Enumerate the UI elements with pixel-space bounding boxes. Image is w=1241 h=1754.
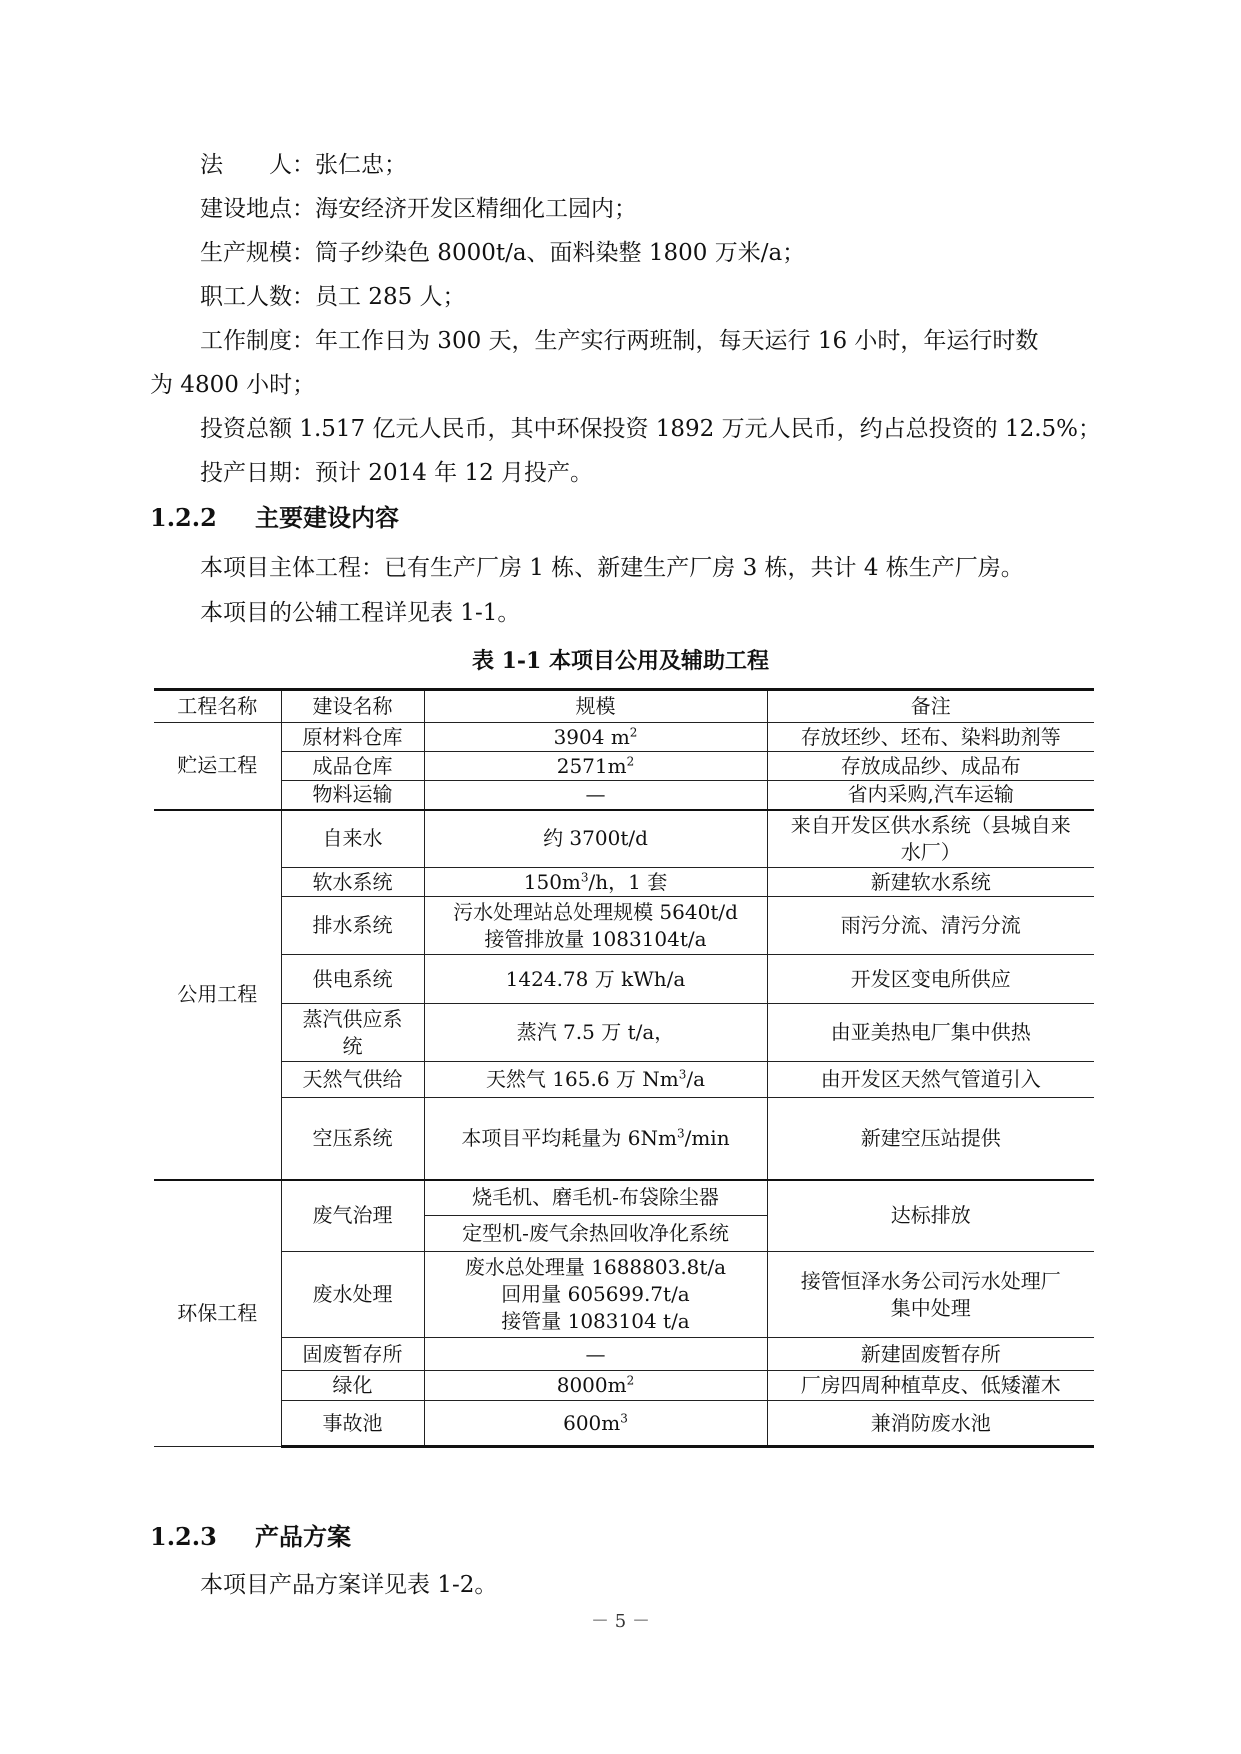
note-cell: 由亚美热电厂集中供热 bbox=[767, 1004, 1094, 1062]
scale-line: 生产规模：筒子纱染色 8000t/a、面料染整 1800 万米/a； bbox=[200, 240, 806, 266]
note-cell: 达标排放 bbox=[767, 1180, 1094, 1252]
scale-cell: 污水处理站总处理规模 5640t/d 接管排放量 1083104t/a bbox=[424, 897, 767, 955]
scale-cell: 本项目平均耗量为 6Nm$^3$/min bbox=[424, 1098, 767, 1180]
start-date-line: 投产日期：预计 2014 年 12 月投产。 bbox=[200, 460, 594, 486]
location-line: 建设地点：海安经济开发区精细化工园内； bbox=[200, 196, 637, 222]
table-row bbox=[154, 1180, 1094, 1216]
table-row bbox=[154, 810, 1094, 868]
staff-line: 职工人数：员工 285 人； bbox=[200, 284, 466, 310]
work-system-line-cont: 为 4800 小时； bbox=[150, 372, 316, 398]
header-cell: 规模 bbox=[424, 690, 767, 723]
table-row bbox=[154, 1371, 1094, 1401]
table-header-row bbox=[154, 690, 1094, 723]
utility-table bbox=[154, 688, 1094, 1448]
header-cell: 工程名称 bbox=[154, 690, 281, 723]
body-paragraph: 本项目产品方案详见表 1-2。 bbox=[200, 1572, 498, 1598]
name-cell: 供电系统 bbox=[281, 955, 424, 1004]
name-cell: 空压系统 bbox=[281, 1098, 424, 1180]
table-row bbox=[154, 1062, 1094, 1098]
note-cell: 雨污分流、清污分流 bbox=[767, 897, 1094, 955]
name-cell: 绿化 bbox=[281, 1371, 424, 1401]
table-row bbox=[154, 897, 1094, 955]
scale-cell: 天然气 165.6 万 Nm$^3$/a bbox=[424, 1062, 767, 1098]
scale-cell: $2571m^2$ bbox=[424, 752, 767, 781]
scale-cell: 约 3700t/d bbox=[424, 810, 767, 868]
name-cell: 蒸汽供应系 统 bbox=[281, 1004, 424, 1062]
table-row bbox=[154, 955, 1094, 1004]
table-row bbox=[154, 868, 1094, 897]
name-cell: 自来水 bbox=[281, 810, 424, 868]
scale-cell: 废水总处理量 1688803.8t/a 回用量 605699.7t/a 接管量 1083104 t/a bbox=[424, 1252, 767, 1338]
scale-cell: 1424.78 万 kWh/a bbox=[424, 955, 767, 1004]
note-cell: 开发区变电所供应 bbox=[767, 955, 1094, 1004]
group-cell: 公用工程 bbox=[154, 810, 281, 1180]
name-cell: 废气治理 bbox=[281, 1180, 424, 1252]
table-row bbox=[154, 1098, 1094, 1180]
table-row bbox=[154, 1401, 1094, 1447]
group-cell: 贮运工程 bbox=[154, 723, 281, 810]
name-cell: 废水处理 bbox=[281, 1252, 424, 1338]
table-row bbox=[154, 781, 1094, 810]
scale-cell: 3904 $m^2$ bbox=[424, 723, 767, 752]
note-cell: 存放成品纱、成品布 bbox=[767, 752, 1094, 781]
scale-cell: 蒸汽 7.5 万 t/a， bbox=[424, 1004, 767, 1062]
table-row bbox=[154, 1252, 1094, 1338]
name-cell: 固废暂存所 bbox=[281, 1338, 424, 1371]
scale-cell: $150m^3/h$，1 套 bbox=[424, 868, 767, 897]
group-cell: 环保工程 bbox=[154, 1180, 281, 1447]
note-cell: 接管恒泽水务公司污水处理厂 集中处理 bbox=[767, 1252, 1094, 1338]
note-cell: 由开发区天然气管道引入 bbox=[767, 1062, 1094, 1098]
note-cell: 来自开发区供水系统（县城自来 水厂） bbox=[767, 810, 1094, 868]
scale-cell: 烧毛机、磨毛机-布袋除尘器 bbox=[424, 1180, 767, 1216]
name-cell: 事故池 bbox=[281, 1401, 424, 1447]
section-number: 1.2.2 bbox=[150, 503, 217, 532]
header-cell: 建设名称 bbox=[281, 690, 424, 723]
note-cell: 新建软水系统 bbox=[767, 868, 1094, 897]
scale-cell: 定型机-废气余热回收净化系统 bbox=[424, 1216, 767, 1252]
note-cell: 新建空压站提供 bbox=[767, 1098, 1094, 1180]
scale-cell: $8000m^2$ bbox=[424, 1371, 767, 1401]
page-number: － 5 － bbox=[591, 1611, 650, 1632]
name-cell: 天然气供给 bbox=[281, 1062, 424, 1098]
section-number: 1.2.3 bbox=[150, 1522, 217, 1551]
investment-line: 投资总额 1.517 亿元人民币，其中环保投资 1892 万元人民币，约占总投资的 12.5%； bbox=[200, 416, 1101, 442]
note-cell: 厂房四周种植草皮、低矮灌木 bbox=[767, 1371, 1094, 1401]
name-cell: 成品仓库 bbox=[281, 752, 424, 781]
section-title: 产品方案 bbox=[255, 1522, 351, 1551]
note-cell: 兼消防废水池 bbox=[767, 1401, 1094, 1447]
table-row bbox=[154, 752, 1094, 781]
note-cell: 新建固废暂存所 bbox=[767, 1338, 1094, 1371]
body-paragraph: 本项目主体工程：已有生产厂房 1 栋、新建生产厂房 3 栋，共计 4 栋生产厂房。 bbox=[200, 555, 1024, 581]
section-title: 主要建设内容 bbox=[255, 503, 399, 532]
table-row bbox=[154, 1004, 1094, 1062]
section-heading-1-2-3 bbox=[150, 1522, 351, 1552]
table-caption: 表 1-1 本项目公用及辅助工程 bbox=[471, 648, 770, 674]
table-row bbox=[154, 1338, 1094, 1371]
work-system-line: 工作制度：年工作日为 300 天，生产实行两班制，每天运行 16 小时，年运行时数 bbox=[200, 328, 1039, 354]
name-cell: 软水系统 bbox=[281, 868, 424, 897]
legal-person-line: 法 人：张仁忠； bbox=[200, 152, 407, 178]
name-cell: 排水系统 bbox=[281, 897, 424, 955]
scale-cell: — bbox=[424, 781, 767, 810]
table-row bbox=[154, 723, 1094, 752]
body-paragraph: 本项目的公辅工程详见表 1-1。 bbox=[200, 600, 521, 626]
section-heading-1-2-2 bbox=[150, 503, 399, 533]
name-cell: 原材料仓库 bbox=[281, 723, 424, 752]
name-cell: 物料运输 bbox=[281, 781, 424, 810]
scale-cell: — bbox=[424, 1338, 767, 1371]
note-cell: 省内采购,汽车运输 bbox=[767, 781, 1094, 810]
header-cell: 备注 bbox=[767, 690, 1094, 723]
note-cell: 存放坯纱、坯布、染料助剂等 bbox=[767, 723, 1094, 752]
scale-cell: $600m^3$ bbox=[424, 1401, 767, 1447]
